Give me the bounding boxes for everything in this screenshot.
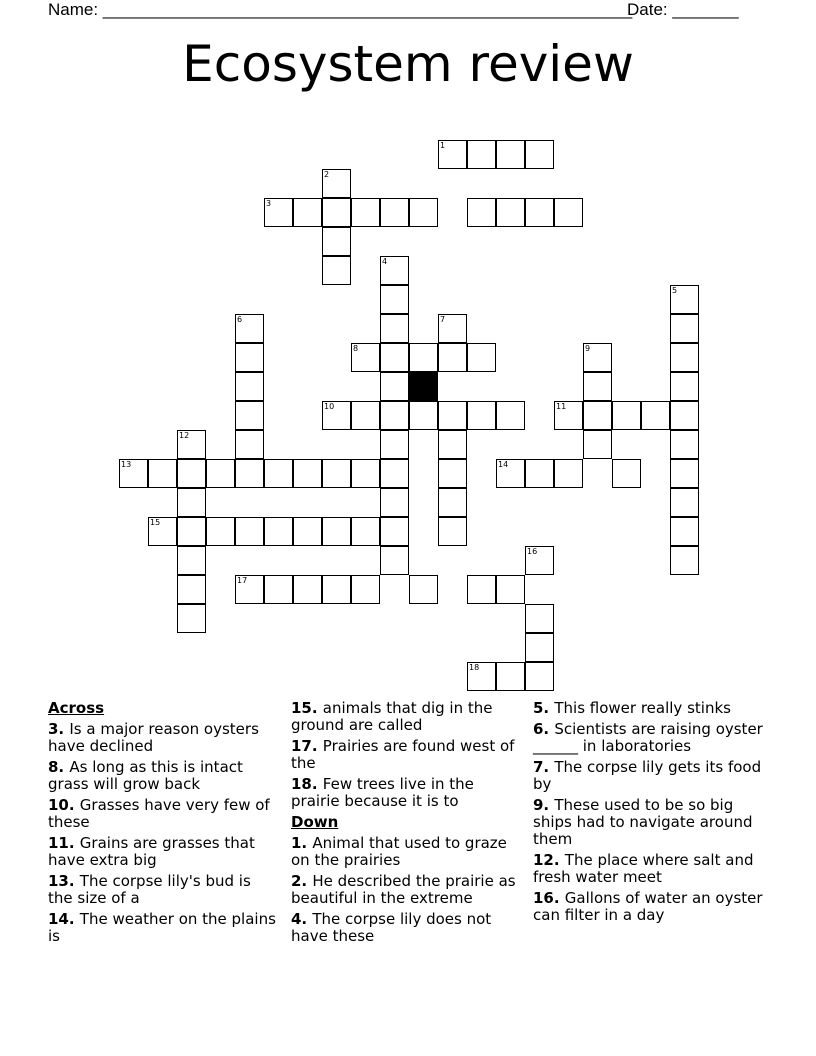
grid-cell[interactable] bbox=[438, 517, 467, 546]
grid-cell[interactable] bbox=[583, 372, 612, 401]
cell-10[interactable] bbox=[322, 401, 351, 430]
clue-number: 3 bbox=[266, 199, 272, 208]
clue-number: 12 bbox=[179, 431, 190, 440]
clue-number: 8. bbox=[48, 758, 70, 776]
grid-cell[interactable] bbox=[525, 662, 554, 691]
grid-cell[interactable] bbox=[670, 372, 699, 401]
clue-item bbox=[291, 835, 523, 869]
clue-number: 7 bbox=[440, 315, 446, 324]
across-clue-list bbox=[48, 721, 280, 945]
clue-text: He described the prairie as beautiful in the extreme bbox=[291, 872, 516, 907]
clues-column-1 bbox=[48, 700, 280, 949]
grid-cell[interactable] bbox=[380, 314, 409, 343]
grid-cell[interactable] bbox=[177, 575, 206, 604]
grid-cell[interactable] bbox=[351, 198, 380, 227]
grid-cell[interactable] bbox=[438, 488, 467, 517]
clue-text: The place where salt and fresh water meet bbox=[533, 851, 754, 886]
grid-cell[interactable] bbox=[235, 459, 264, 488]
grid-cell[interactable] bbox=[177, 517, 206, 546]
grid-cell[interactable] bbox=[525, 140, 554, 169]
clue-text: Animal that used to graze on the prairies bbox=[291, 834, 507, 869]
clue-number: 17 bbox=[237, 576, 248, 585]
grid-cell[interactable] bbox=[264, 459, 293, 488]
clue-number: 2 bbox=[324, 170, 330, 179]
grid-cell[interactable] bbox=[525, 459, 554, 488]
grid-cell[interactable] bbox=[351, 575, 380, 604]
cell-1[interactable] bbox=[438, 140, 467, 169]
clue-item bbox=[48, 759, 280, 793]
clue-item bbox=[291, 700, 523, 734]
grid-cell[interactable] bbox=[467, 343, 496, 372]
grid-cell[interactable] bbox=[438, 343, 467, 372]
grid-cell[interactable] bbox=[177, 546, 206, 575]
grid-cell[interactable] bbox=[380, 459, 409, 488]
clue-text: Grasses have very few of these bbox=[48, 796, 270, 831]
grid-cell[interactable] bbox=[496, 662, 525, 691]
grid-cell[interactable] bbox=[670, 401, 699, 430]
cell-2[interactable] bbox=[322, 169, 351, 198]
clue-item bbox=[291, 873, 523, 907]
grid-cell[interactable] bbox=[380, 285, 409, 314]
grid-cell[interactable] bbox=[380, 198, 409, 227]
grid-cell[interactable] bbox=[670, 430, 699, 459]
clue-item bbox=[533, 759, 765, 793]
grid-cell[interactable] bbox=[467, 198, 496, 227]
grid-cell[interactable] bbox=[670, 459, 699, 488]
clue-number: 15. bbox=[291, 699, 323, 717]
grid-cell[interactable] bbox=[148, 459, 177, 488]
clue-number: 17. bbox=[291, 737, 323, 755]
grid-cell[interactable] bbox=[206, 459, 235, 488]
grid-cell[interactable] bbox=[322, 575, 351, 604]
grid-cell[interactable] bbox=[467, 140, 496, 169]
grid-cell[interactable] bbox=[322, 227, 351, 256]
clue-number: 1 bbox=[440, 141, 446, 150]
cell-11[interactable] bbox=[554, 401, 583, 430]
grid-cell[interactable] bbox=[554, 459, 583, 488]
grid-cell[interactable] bbox=[583, 401, 612, 430]
grid-cell[interactable] bbox=[467, 401, 496, 430]
clue-item bbox=[291, 911, 523, 945]
clue-number: 8 bbox=[353, 344, 359, 353]
clue-number: 15 bbox=[150, 518, 161, 527]
clue-number: 10. bbox=[48, 796, 80, 814]
grid-cell[interactable] bbox=[612, 459, 641, 488]
grid-cell[interactable] bbox=[380, 430, 409, 459]
clue-number: 1. bbox=[291, 834, 313, 852]
grid-cell[interactable] bbox=[612, 401, 641, 430]
clue-text: Is a major reason oysters have declined bbox=[48, 720, 259, 755]
clue-item bbox=[48, 835, 280, 869]
grid-cell[interactable] bbox=[554, 198, 583, 227]
grid-cell[interactable] bbox=[438, 430, 467, 459]
grid-cell[interactable] bbox=[380, 488, 409, 517]
clue-number: 4 bbox=[382, 257, 388, 266]
grid-cell[interactable] bbox=[235, 430, 264, 459]
grid-cell[interactable] bbox=[670, 314, 699, 343]
clue-number: 18. bbox=[291, 775, 323, 793]
grid-cell[interactable] bbox=[322, 256, 351, 285]
clue-number: 4. bbox=[291, 910, 313, 928]
clue-number: 14. bbox=[48, 910, 80, 928]
clue-number: 7. bbox=[533, 758, 555, 776]
clue-number: 2. bbox=[291, 872, 313, 890]
grid-cell[interactable] bbox=[496, 575, 525, 604]
grid-cell[interactable] bbox=[496, 140, 525, 169]
grid-cell[interactable] bbox=[670, 488, 699, 517]
grid-cell[interactable] bbox=[293, 459, 322, 488]
grid-cell[interactable] bbox=[293, 575, 322, 604]
grid-cell[interactable] bbox=[670, 546, 699, 575]
grid-cell[interactable] bbox=[409, 198, 438, 227]
clue-text: These used to be so big ships had to navigate around them bbox=[533, 796, 753, 848]
grid-cell[interactable] bbox=[177, 488, 206, 517]
grid-cell[interactable] bbox=[264, 575, 293, 604]
grid-cell[interactable] bbox=[380, 401, 409, 430]
cell-12[interactable] bbox=[177, 430, 206, 459]
grid-cell[interactable] bbox=[293, 517, 322, 546]
cell-8[interactable] bbox=[351, 343, 380, 372]
name-field-label: Name: ________________________________________________________ bbox=[48, 0, 633, 19]
grid-cell[interactable] bbox=[322, 459, 351, 488]
clue-number: 14 bbox=[498, 460, 509, 469]
cell-14[interactable] bbox=[496, 459, 525, 488]
grid-cell[interactable] bbox=[583, 430, 612, 459]
clue-number: 11 bbox=[556, 402, 567, 411]
grid-cell[interactable] bbox=[670, 517, 699, 546]
clue-number: 10 bbox=[324, 402, 335, 411]
cell-13[interactable] bbox=[119, 459, 148, 488]
across-clue-list-cont bbox=[291, 700, 523, 810]
grid-cell[interactable] bbox=[293, 198, 322, 227]
cell-5[interactable] bbox=[670, 285, 699, 314]
grid-cell[interactable] bbox=[235, 401, 264, 430]
cell-6[interactable] bbox=[235, 314, 264, 343]
clue-text: Prairies are found west of the bbox=[291, 737, 515, 772]
grid-cell[interactable] bbox=[525, 198, 554, 227]
grid-cell[interactable] bbox=[641, 401, 670, 430]
black-cell bbox=[409, 372, 438, 401]
grid-cell[interactable] bbox=[177, 604, 206, 633]
grid-cell[interactable] bbox=[177, 459, 206, 488]
cell-9[interactable] bbox=[583, 343, 612, 372]
cell-4[interactable] bbox=[380, 256, 409, 285]
clue-text: The corpse lily does not have these bbox=[291, 910, 492, 945]
clue-text: The corpse lily's bud is the size of a bbox=[48, 872, 251, 907]
down-heading: Down bbox=[291, 813, 339, 831]
grid-cell[interactable] bbox=[496, 401, 525, 430]
clue-number: 5 bbox=[672, 286, 678, 295]
grid-cell[interactable] bbox=[380, 517, 409, 546]
clue-item bbox=[533, 797, 765, 848]
grid-cell[interactable] bbox=[235, 517, 264, 546]
clue-text: Gallons of water an oyster can filter in a day bbox=[533, 889, 763, 924]
across-heading: Across bbox=[48, 699, 105, 717]
clue-number: 9 bbox=[585, 344, 591, 353]
clue-text: Grains are grasses that have extra big bbox=[48, 834, 255, 869]
clue-number: 13 bbox=[121, 460, 132, 469]
grid-cell[interactable] bbox=[525, 604, 554, 633]
down-clue-list bbox=[291, 835, 523, 945]
clue-item bbox=[48, 911, 280, 945]
grid-cell[interactable] bbox=[206, 517, 235, 546]
grid-cell[interactable] bbox=[409, 575, 438, 604]
grid-cell[interactable] bbox=[235, 343, 264, 372]
clue-item bbox=[48, 873, 280, 907]
clue-item bbox=[533, 852, 765, 886]
cell-18[interactable] bbox=[467, 662, 496, 691]
grid-cell[interactable] bbox=[496, 198, 525, 227]
grid-cell[interactable] bbox=[467, 575, 496, 604]
clue-text: Few trees live in the prairie because it is to bbox=[291, 775, 474, 810]
grid-cell[interactable] bbox=[322, 517, 351, 546]
clue-item bbox=[291, 738, 523, 772]
grid-cell[interactable] bbox=[380, 546, 409, 575]
clue-number: 16 bbox=[527, 547, 538, 556]
cell-7[interactable] bbox=[438, 314, 467, 343]
down-clue-list-cont bbox=[533, 700, 765, 924]
clue-text: This flower really stinks bbox=[554, 699, 731, 717]
clue-item bbox=[533, 721, 765, 755]
clue-number: 9. bbox=[533, 796, 555, 814]
grid-cell[interactable] bbox=[525, 633, 554, 662]
clues-column-3 bbox=[533, 700, 765, 928]
grid-cell[interactable] bbox=[438, 401, 467, 430]
clue-text: As long as this is intact grass will grow back bbox=[48, 758, 243, 793]
grid-cell[interactable] bbox=[235, 372, 264, 401]
clue-item bbox=[48, 721, 280, 755]
page-title: Ecosystem review bbox=[182, 35, 634, 93]
clue-number: 13. bbox=[48, 872, 80, 890]
clue-text: The corpse lily gets its food by bbox=[533, 758, 762, 793]
clue-number: 18 bbox=[469, 663, 480, 672]
grid-cell[interactable] bbox=[351, 517, 380, 546]
clue-item bbox=[48, 797, 280, 831]
clue-number: 11. bbox=[48, 834, 80, 852]
clue-item bbox=[291, 776, 523, 810]
grid-cell[interactable] bbox=[438, 459, 467, 488]
grid-cell[interactable] bbox=[322, 198, 351, 227]
clue-item bbox=[533, 890, 765, 924]
grid-cell[interactable] bbox=[670, 343, 699, 372]
clue-number: 16. bbox=[533, 889, 565, 907]
grid-cell[interactable] bbox=[380, 343, 409, 372]
grid-cell[interactable] bbox=[264, 517, 293, 546]
cell-17[interactable] bbox=[235, 575, 264, 604]
clue-number: 6 bbox=[237, 315, 243, 324]
cell-15[interactable] bbox=[148, 517, 177, 546]
grid-cell[interactable] bbox=[351, 401, 380, 430]
clue-number: 12. bbox=[533, 851, 565, 869]
grid-cell[interactable] bbox=[351, 459, 380, 488]
clue-text: animals that dig in the ground are called bbox=[291, 699, 493, 734]
grid-cell[interactable] bbox=[380, 372, 409, 401]
clue-number: 6. bbox=[533, 720, 555, 738]
clue-number: 5. bbox=[533, 699, 555, 717]
clue-text: Scientists are raising oyster ______ in laboratories bbox=[533, 720, 763, 755]
clues-column-2 bbox=[291, 700, 523, 949]
grid-cell[interactable] bbox=[409, 401, 438, 430]
date-field-label: Date: _______ bbox=[627, 0, 739, 19]
cell-16[interactable] bbox=[525, 546, 554, 575]
grid-cell[interactable] bbox=[409, 343, 438, 372]
clue-text: The weather on the plains is bbox=[48, 910, 276, 945]
clue-item bbox=[533, 700, 765, 717]
cell-3[interactable] bbox=[264, 198, 293, 227]
clue-number: 3. bbox=[48, 720, 70, 738]
